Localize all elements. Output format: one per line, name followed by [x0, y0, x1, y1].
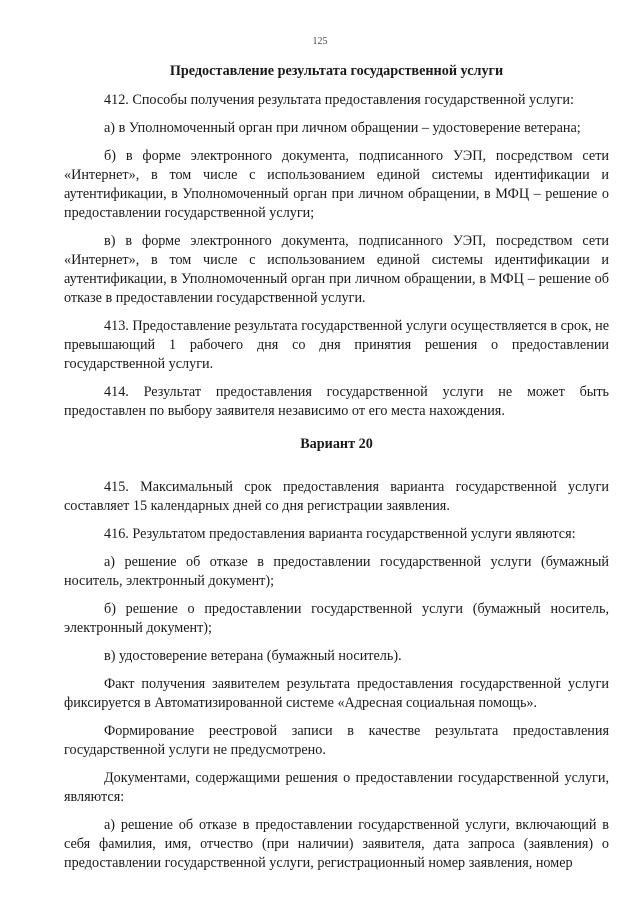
paragraph-documents: Документами, содержащими решения о предоставлении государственной услуги, являются:: [64, 770, 609, 805]
paragraph-documents-a: а) решение об отказе в предоставлении государственной услуги, включающий в себя фамилия, имя, отчество (при наличии) заявителя, дата запроса (заявления) о предоставлении государственной услуги, регистрационный номер заявления, номер: [64, 817, 609, 871]
paragraph-415: 415. Максимальный срок предоставления варианта государственной услуги составляет 15 календарных дней со дня регистрации заявления.: [64, 479, 609, 514]
paragraph-416: 416. Результатом предоставления варианта государственной услуги являются:: [104, 526, 576, 542]
paragraph-registry: Формирование реестровой записи в качестве результата предоставления государственной услуги не предусмотрено.: [64, 723, 609, 758]
paragraph-414: 414. Результат предоставления государственной услуги не может быть предоставлен по выбору заявителя независимо от его места нахождения.: [64, 384, 609, 419]
paragraph-416-v: в) удостоверение ветерана (бумажный носитель).: [104, 648, 402, 664]
paragraph-412: 412. Способы получения результата предоставления государственной услуги:: [104, 92, 574, 108]
paragraph-416-b: б) решение о предоставлении государственной услуги (бумажный носитель, электронный документ);: [64, 601, 609, 636]
variant-title: Вариант 20: [300, 436, 373, 452]
page-number: 125: [312, 36, 328, 47]
paragraph-412-b: б) в форме электронного документа, подписанного УЭП, посредством сети «Интернет», в том числе с использованием единой системы идентификации и аутентификации, в Уполномоченный орган при личном обращении, в МФЦ – решение о предоставлении государственной услуги;: [64, 148, 609, 221]
paragraph-413: 413. Предоставление результата государственной услуги осуществляется в срок, не превышающий 1 рабочего дня со дня принятия решения о предоставлении государственной услуги.: [64, 318, 609, 372]
document-body: [64, 62, 609, 873]
paragraph-fact: Факт получения заявителем результата предоставления государственной услуги фиксируется в Автоматизированной системе «Адресная социальная помощь».: [64, 676, 609, 711]
paragraph-412-a: а) в Уполномоченный орган при личном обращении – удостоверение ветерана;: [104, 120, 581, 136]
paragraph-412-v: в) в форме электронного документа, подписанного УЭП, посредством сети «Интернет», в том числе с использованием единой системы идентификации и аутентификации, в Уполномоченный орган при личном обращении, в МФЦ – решение об отказе в предоставлении государственной услуги.: [64, 233, 609, 306]
paragraph-416-a: а) решение об отказе в предоставлении государственной услуги (бумажный носитель, электронный документ);: [64, 554, 609, 589]
section-title: Предоставление результата государственной услуги: [169, 63, 504, 79]
